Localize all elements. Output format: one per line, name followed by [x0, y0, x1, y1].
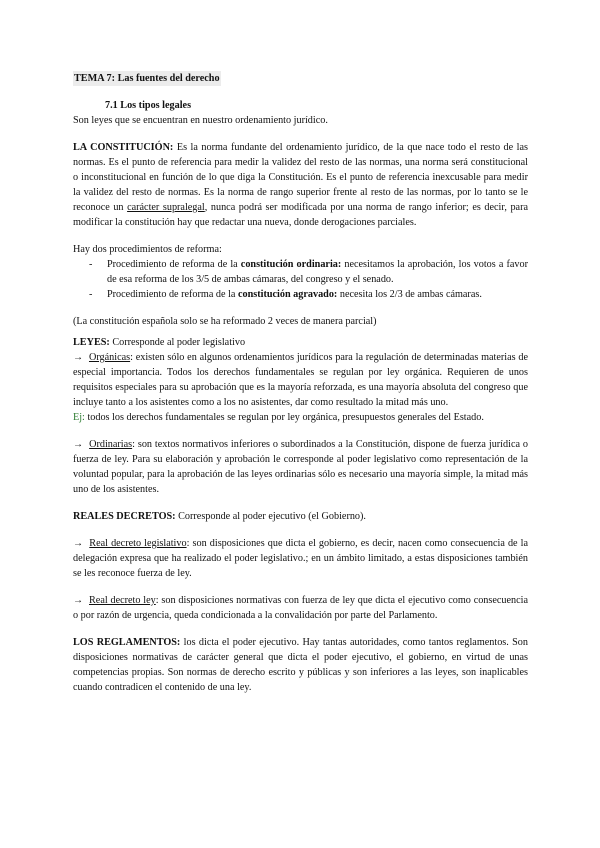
leyes-heading: [73, 335, 528, 350]
arrow-right-icon: →: [73, 352, 84, 363]
decretos-label: REALES DECRETOS:: [73, 511, 176, 522]
arrow-right-icon: →: [73, 595, 84, 606]
ej-text: todos los derechos fundamentales se regulan por ley orgánica, presupuestos generales del Estado.: [84, 412, 484, 423]
leyes-text: Corresponde al poder legislativo: [109, 337, 246, 348]
reforma-item2-post: necesita los 2/3 de ambas cámaras.: [337, 289, 482, 300]
reforma-intro: Hay dos procedimientos de reforma:: [73, 244, 222, 255]
reglamentos-text: los dicta el poder ejecutivo. Hay tantas autoridades, como tantos reglamentos. Son disposiciones normativas de carácter general que dicta el poder ejecutivo, el gobierno, en virtud de unas competencias propias. Son normas de derecho escrito y públicas y son inferiores a las leyes, son inaplicables cuando contradicen el contenido de una ley.: [73, 637, 528, 693]
arrow-right-icon: →: [73, 439, 84, 450]
reforma-item2-pre: Procedimiento de reforma de la: [107, 289, 238, 300]
constitucion-text-b: , nunca podrá ser modificada por una norma de rango inferior; es decir, para modificar la constitución hay que redactar una nueva, donde derogaciones parciales.: [73, 202, 528, 228]
decreto-legislativo-label: Real decreto legislativo: [89, 538, 187, 549]
reglamentos-paragraph: [73, 635, 528, 695]
organicas-paragraph: [73, 350, 528, 410]
decreto-ley-paragraph: [73, 593, 528, 623]
constitucion-label: LA CONSTITUCIÓN:: [73, 142, 174, 153]
ej-label: Ej:: [73, 412, 85, 423]
reforma-item2-bold: constitución agravado:: [237, 289, 338, 300]
section-intro: Son leyes que se encuentran en nuestro ordenamiento jurídico.: [73, 115, 328, 126]
decreto-ley-text: : son disposiciones normativas con fuerza de ley que dicta el ejecutivo como consecuencia o por razón de urgencia, queda condicionada a la convalidación por parte del Parlamento.: [73, 595, 528, 621]
section-heading: 7.1 Los tipos legales: [105, 100, 192, 111]
reforma-item1-pre: Procedimiento de reforma de la: [107, 259, 241, 270]
organicas-label: Orgánicas: [88, 352, 131, 363]
ej-paragraph: [73, 410, 528, 425]
decretos-heading: [73, 509, 528, 524]
decretos-text: Corresponde al poder ejecutivo (el Gobierno).: [175, 511, 366, 522]
decreto-legislativo-text: : son disposiciones que dicta el gobierno, es decir, nacen como consecuencia de la delegación expresa que ha realizado el poder legislativo.; en un ámbito limitado, a estas disposiciones también se les reconoce fuerza de ley.: [73, 538, 529, 579]
reforma-note: (La constitución española solo se ha reformado 2 veces de manera parcial): [73, 316, 377, 327]
reforma-list: [73, 257, 528, 302]
list-item: [89, 257, 528, 287]
reforma-item1-post: necesitamos la aprobación, los votos a favor de esa reforma de los 3/5 de ambas cámaras, del congreso y el senado.: [107, 259, 528, 285]
decreto-ley-label: Real decreto ley: [89, 595, 156, 606]
constitucion-underline: carácter supralegal: [127, 202, 205, 213]
ordinarias-text: : son textos normativos inferiores o subordinados a la Constitución, dispone de fuerza jurídica o fuerza de ley. Para su elaboración y aprobación le corresponde al poder legislativo como representación de la voluntad popular, para la aprobación de las leyes ordinarias sólo es necesario una mayoría simple, la mitad más uno de los asistentes.: [73, 439, 528, 495]
ordinarias-paragraph: [73, 437, 528, 497]
decreto-legislativo-paragraph: [73, 536, 528, 581]
reglamentos-label: LOS REGLAMENTOS:: [73, 637, 181, 648]
arrow-right-icon: →: [73, 538, 84, 549]
constitucion-paragraph: [73, 140, 528, 230]
reforma-item1-bold: constitución ordinaria:: [240, 259, 342, 270]
constitucion-text-a: Es la norma fundante del ordenamiento jurídico, de la que nace todo el resto de las normas. Es el punto de referencia para medir la validez del resto de las normas, una norma será constitucional o inconstitucional en función de lo que diga la Constitución. Es el punto de referencia inexcusable para medir la validez del resto de normas. Es la norma de rango superior frente al resto de las normas, por lo tanto se le reconoce un: [73, 142, 528, 213]
ordinarias-label: Ordinarias: [89, 439, 133, 450]
document-body: [73, 71, 528, 695]
leyes-label: LEYES:: [73, 337, 110, 348]
list-item: [89, 287, 528, 302]
organicas-text: : existen sólo en algunos ordenamientos jurídicos para la regulación de determinadas materias de especial importancia. Todos los derechos fundamentales se regulan por ley orgánica. Requieren de unos requisitos especiales para su aprobación que es la mayoría reforzada, es una mayoría absoluta del congreso que incluye tanto a los asistentes como a los no asistentes, dar como resultado la mitad más uno.: [73, 352, 528, 408]
document-title: TEMA 7: Las fuentes del derecho: [74, 73, 220, 84]
